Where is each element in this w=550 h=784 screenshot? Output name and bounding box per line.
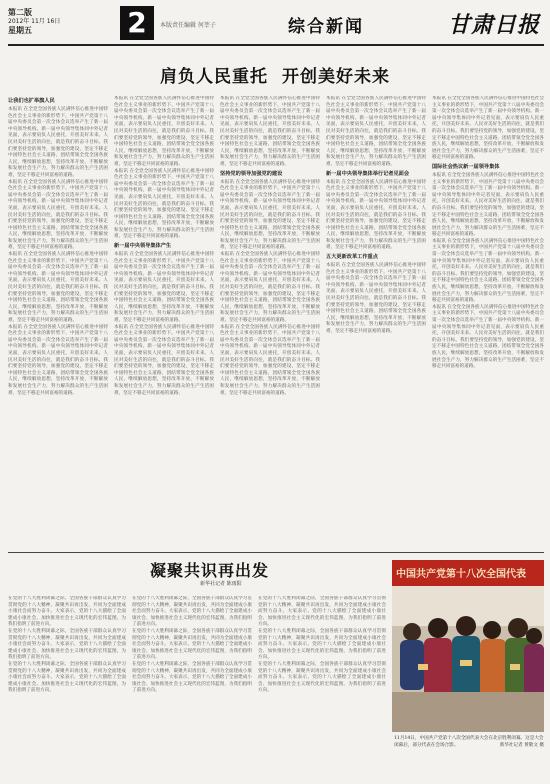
column-text: 本报讯 在全党全国各族人民满怀信心推进中国特色社会主义事业的新形势下，中国共产党第十八届中央委员会第一次全体会议选举产生了新一届中央领导机构。新一届中央领导集体同中外记者见面，表示要肩负人民重托，开创美好未来。人民对美好生活的向往，就是我们的奋斗目标。我们要坚持党的领导，加强党的建设，坚定不移走中国特色社会主义道路，团结带领全党全国各族人民，继续解放思想，坚持改革开放，不断解放和发展社会生产力，努力解决群众的生产生活困难，坚定不移走共同富裕的道路。 <box>220 252 320 323</box>
main-headline <box>0 62 550 87</box>
column-text: 在党的十八大胜利闭幕之际，全国各族干部群众认真学习贯彻党的十八大精神，凝聚共识再出发，共同为全面建成小康社会而努力奋斗。大家表示，党的十八大描绘了全面建成小康社会、加快推进社会主义现代化的宏伟蓝图，为我们指明了前进方向。 <box>132 628 252 661</box>
headline-part-a: 肩负人民重托 <box>160 67 268 87</box>
column-subhead: 新一届中央领导集体举行记者见面会 <box>326 170 410 177</box>
column-text: 本报讯 在全党全国各族人民满怀信心推进中国特色社会主义事业的新形势下，中国共产党第十八届中央委员会第一次全体会议选举产生了新一届中央领导机构。新一届中央领导集体同中外记者见面，表示要肩负人民重托，开创美好未来。人民对美好生活的向往，就是我们的奋斗目标。我们要坚持党的领导，加强党的建设，坚定不移走中国特色社会主义道路，团结带领全党全国各族人民，继续解放思想，坚持改革开放，不断解放和发展社会生产力，努力解决群众的生产生活困难，坚定不移走共同富裕的道路。 <box>114 96 214 167</box>
column-text: 在党的十八大胜利闭幕之际，全国各族干部群众认真学习贯彻党的十八大精神，凝聚共识再出发，共同为全面建成小康社会而努力奋斗。大家表示，党的十八大描绘了全面建成小康社会、加快推进社会主义现代化的宏伟蓝图，为我们指明了前进方向。 <box>258 596 386 628</box>
story2-column-1 <box>8 596 126 780</box>
header-divider <box>8 44 544 46</box>
section-title: 综合新闻 <box>288 17 364 37</box>
masthead-logo: 甘肃日报 <box>448 12 541 38</box>
column-text: 本报讯 在全党全国各族人民满怀信心推进中国特色社会主义事业的新形势下，中国共产党第十八届中央委员会第一次全体会议选举产生了新一届中央领导机构。新一届中央领导集体同中外记者见面，表示要肩负人民重托，开创美好未来。人民对美好生活的向往，就是我们的奋斗目标。我们要坚持党的领导，加强党的建设，坚定不移走中国特色社会主义道路，团结带领全党全国各族人民，继续解放思想，坚持改革开放，不断解放和发展社会生产力，努力解决群众的生产生活困难，坚定不移走共同富裕的道路。 <box>326 96 426 167</box>
page-header <box>8 6 544 42</box>
photo-caption <box>394 736 544 749</box>
story1-column-3 <box>220 96 320 548</box>
column-text: 本报讯 在全党全国各族人民满怀信心推进中国特色社会主义事业的新形势下，中国共产党第十八届中央委员会第一次全体会议选举产生了新一届中央领导机构。新一届中央领导集体同中外记者见面，表示要肩负人民重托，开创美好未来。人民对美好生活的向往，就是我们的奋斗目标。我们要坚持党的领导，加强党的建设，坚定不移走中国特色社会主义道路，团结带领全党全国各族人民，继续解放思想，坚持改革开放，不断解放和发展社会生产力，努力解决群众的生产生活困难，坚定不移走共同富裕的道路。 <box>220 179 320 251</box>
column-text: 在党的十八大胜利闭幕之际，全国各族干部群众认真学习贯彻党的十八大精神，凝聚共识再出发，共同为全面建成小康社会而努力奋斗。大家表示，党的十八大描绘了全面建成小康社会、加快推进社会主义现代化的宏伟蓝图，为我们指明了前进方向。 <box>132 661 252 694</box>
page-number: 2 <box>120 6 154 40</box>
issue-date: 2012年 11月 16日 <box>8 18 61 25</box>
column-text: 本报讯 在全党全国各族人民满怀信心推进中国特色社会主义事业的新形势下，中国共产党第十八届中央委员会第一次全体会议选举产生了新一届中央领导机构。新一届中央领导集体同中外记者见面，表示要肩负人民重托，开创美好未来。人民对美好生活的向往，就是我们的奋斗目标。我们要坚持党的领导，加强党的建设，坚定不移走中国特色社会主义道路，团结带领全党全国各族人民，继续解放思想，坚持改革开放，不断解放和发展社会生产力，努力解决群众的生产生活困难，坚定不移走共同富裕的道路。 <box>114 168 214 240</box>
story1-column-4 <box>326 96 426 548</box>
story2-byline: 新华社记者 陈雨阳 <box>200 581 242 587</box>
edition-label: 第二版 <box>8 8 32 17</box>
headline-part-b: 开创美好未来 <box>282 67 390 87</box>
column-text: 本报讯 在全党全国各族人民满怀信心推进中国特色社会主义事业的新形势下，中国共产党第十八届中央委员会第一次全体会议选举产生了新一届中央领导机构。新一届中央领导集体同中外记者见面，表示要肩负人民重托，开创美好未来。人民对美好生活的向往，就是我们的奋斗目标。我们要坚持党的领导，加强党的建设，坚定不移走中国特色社会主义道路，团结带领全党全国各族人民，继续解放思想，坚持改革开放，不断解放和发展社会生产力，努力解决群众的生产生活困难，坚定不移走共同富裕的道路。 <box>326 179 426 251</box>
column-text: 在党的十八大胜利闭幕之际，全国各族干部群众认真学习贯彻党的十八大精神，凝聚共识再出发，共同为全面建成小康社会而努力奋斗。大家表示，党的十八大描绘了全面建成小康社会、加快推进社会主义现代化的宏伟蓝图，为我们指明了前进方向。 <box>132 596 252 628</box>
column-subhead: 国际社会热议新一届领导集体 <box>432 163 500 170</box>
story2-column-2 <box>132 596 252 780</box>
delegates-photo-illustration <box>392 560 544 732</box>
column-text: 在党的十八大胜利闭幕之际，全国各族干部群众认真学习贯彻党的十八大精神，凝聚共识再出发，共同为全面建成小康社会而努力奋斗。大家表示，党的十八大描绘了全面建成小康社会、加快推进社会主义现代化的宏伟蓝图，为我们指明了前进方向。 <box>8 628 126 661</box>
column-text: 本报讯 在全党全国各族人民满怀信心推进中国特色社会主义事业的新形势下，中国共产党第十八届中央委员会第一次全体会议选举产生了新一届中央领导机构。新一届中央领导集体同中外记者见面，表示要肩负人民重托，开创美好未来。人民对美好生活的向往，就是我们的奋斗目标。我们要坚持党的领导，加强党的建设，坚定不移走中国特色社会主义道路，团结带领全党全国各族人民，继续解放思想，坚持改革开放，不断解放和发展社会生产力，努力解决群众的生产生活困难，坚定不移走共同富裕的道路。 <box>220 96 320 167</box>
column-text: 在党的十八大胜利闭幕之际，全国各族干部群众认真学习贯彻党的十八大精神，凝聚共识再出发，共同为全面建成小康社会而努力奋斗。大家表示，党的十八大描绘了全面建成小康社会、加快推进社会主义现代化的宏伟蓝图，为我们指明了前进方向。 <box>258 628 386 661</box>
story1-column-1 <box>8 96 108 548</box>
caption-text: 11月14日，中国共产党第十八次全国代表大会在北京胜利闭幕。这是大会闭幕后，部分代表在会场合影。 <box>394 736 544 748</box>
column-text: 本报讯 在全党全国各族人民满怀信心推进中国特色社会主义事业的新形势下，中国共产党第十八届中央委员会第一次全体会议选举产生了新一届中央领导机构。新一届中央领导集体同中外记者见面，表示要肩负人民重托，开创美好未来。人民对美好生活的向往，就是我们的奋斗目标。我们要坚持党的领导，加强党的建设，坚定不移走中国特色社会主义道路，团结带领全党全国各族人民，继续解放思想，坚持改革开放，不断解放和发展社会生产力，努力解决群众的生产生活困难，坚定不移走共同富裕的道路。 <box>326 263 426 334</box>
column-subhead: 新一届中央领导集体产生 <box>114 243 172 250</box>
column-subhead: 让我们也扩举旗人民 <box>8 98 55 104</box>
issue-weekday: 星期五 <box>8 26 32 35</box>
story2-headline: 凝聚共识再出发 <box>150 561 270 580</box>
column-text: 本报讯 在全党全国各族人民满怀信心推进中国特色社会主义事业的新形势下，中国共产党第十八届中央委员会第一次全体会议选举产生了新一届中央领导机构。新一届中央领导集体同中外记者见面，表示要肩负人民重托，开创美好未来。人民对美好生活的向往，就是我们的奋斗目标。我们要坚持党的领导，加强党的建设，坚定不移走中国特色社会主义道路，团结带领全党全国各族人民，继续解放思想，坚持改革开放，不断解放和发展社会生产力，努力解决群众的生产生活困难，坚定不移走共同富裕的道路。 <box>432 304 544 370</box>
column-text: 本报讯 在全党全国各族人民满怀信心推进中国特色社会主义事业的新形势下，中国共产党第十八届中央委员会第一次全体会议选举产生了新一届中央领导机构。新一届中央领导集体同中外记者见面，表示要肩负人民重托，开创美好未来。人民对美好生活的向往，就是我们的奋斗目标。我们要坚持党的领导，加强党的建设，坚定不移走中国特色社会主义道路，团结带领全党全国各族人民，继续解放思想，坚持改革开放，不断解放和发展社会生产力，努力解决群众的生产生活困难，坚定不移走共同富裕的道路。 <box>114 252 214 323</box>
column-subhead: 五大更新改革工作重点 <box>326 254 378 261</box>
column-text: 在党的十八大胜利闭幕之际，全国各族干部群众认真学习贯彻党的十八大精神，凝聚共识再出发，共同为全面建成小康社会而努力奋斗。大家表示，党的十八大描绘了全面建成小康社会、加快推进社会主义现代化的宏伟蓝图，为我们指明了前进方向。 <box>258 661 386 694</box>
column-text: 本报讯 在全党全国各族人民满怀信心推进中国特色社会主义事业的新形势下，中国共产党第十八届中央委员会第一次全体会议选举产生了新一届中央领导机构。新一届中央领导集体同中外记者见面，表示要肩负人民重托，开创美好未来。人民对美好生活的向往，就是我们的奋斗目标。我们要坚持党的领导，加强党的建设，坚定不移走中国特色社会主义道路，团结带领全党全国各族人民，继续解放思想，坚持改革开放，不断解放和发展社会生产力，努力解决群众的生产生活困难，坚定不移走共同富裕的道路。 <box>432 172 544 238</box>
news-photo <box>392 560 544 732</box>
column-text: 本报讯 在全党全国各族人民满怀信心推进中国特色社会主义事业的新形势下，中国共产党第十八届中央委员会第一次全体会议选举产生了新一届中央领导机构。新一届中央领导集体同中外记者见面，表示要肩负人民重托，开创美好未来。人民对美好生活的向往，就是我们的奋斗目标。我们要坚持党的领导，加强党的建设，坚定不移走中国特色社会主义道路，团结带领全党全国各族人民，继续解放思想，坚持改革开放，不断解放和发展社会生产力，努力解决群众的生产生活困难，坚定不移走共同富裕的道路。 <box>220 324 320 396</box>
issue-meta <box>8 8 108 35</box>
column-text: 本报讯 在全党全国各族人民满怀信心推进中国特色社会主义事业的新形势下，中国共产党第十八届中央委员会第一次全体会议选举产生了新一届中央领导机构。新一届中央领导集体同中外记者见面，表示要肩负人民重托，开创美好未来。人民对美好生活的向往，就是我们的奋斗目标。我们要坚持党的领导，加强党的建设，坚定不移走中国特色社会主义道路，团结带领全党全国各族人民，继续解放思想，坚持改革开放，不断解放和发展社会生产力，努力解决群众的生产生活困难，坚定不移走共同富裕的道路。 <box>8 179 108 251</box>
story2-column-3 <box>258 596 386 780</box>
column-text: 本报讯 在全党全国各族人民满怀信心推进中国特色社会主义事业的新形势下，中国共产党第十八届中央委员会第一次全体会议选举产生了新一届中央领导机构。新一届中央领导集体同中外记者见面，表示要肩负人民重托，开创美好未来。人民对美好生活的向往，就是我们的奋斗目标。我们要坚持党的领导，加强党的建设，坚定不移走中国特色社会主义道路，团结带领全党全国各族人民，继续解放思想，坚持改革开放，不断解放和发展社会生产力，努力解决群众的生产生活困难，坚定不移走共同富裕的道路。 <box>432 96 544 161</box>
column-text: 本报讯 在全党全国各族人民满怀信心推进中国特色社会主义事业的新形势下，中国共产党第十八届中央委员会第一次全体会议选举产生了新一届中央领导机构。新一届中央领导集体同中外记者见面，表示要肩负人民重托，开创美好未来。人民对美好生活的向往，就是我们的奋斗目标。我们要坚持党的领导，加强党的建设，坚定不移走中国特色社会主义道路，团结带领全党全国各族人民，继续解放思想，坚持改革开放，不断解放和发展社会生产力，努力解决群众的生产生活困难，坚定不移走共同富裕的道路。 <box>8 324 108 396</box>
column-text: 本报讯 在全党全国各族人民满怀信心推进中国特色社会主义事业的新形势下，中国共产党第十八届中央委员会第一次全体会议选举产生了新一届中央领导机构。新一届中央领导集体同中外记者见面，表示要肩负人民重托，开创美好未来。人民对美好生活的向往，就是我们的奋斗目标。我们要坚持党的领导，加强党的建设，坚定不移走中国特色社会主义道路，团结带领全党全国各族人民，继续解放思想，坚持改革开放，不断解放和发展社会生产力，努力解决群众的生产生活困难，坚定不移走共同富裕的道路。 <box>432 238 544 304</box>
column-text: 在党的十八大胜利闭幕之际，全国各族干部群众认真学习贯彻党的十八大精神，凝聚共识再出发，共同为全面建成小康社会而努力奋斗。大家表示，党的十八大描绘了全面建成小康社会、加快推进社会主义现代化的宏伟蓝图，为我们指明了前进方向。 <box>8 661 126 694</box>
story1-column-5 <box>432 96 544 548</box>
column-text: 在党的十八大胜利闭幕之际，全国各族干部群众认真学习贯彻党的十八大精神，凝聚共识再出发，共同为全面建成小康社会而努力奋斗。大家表示，党的十八大描绘了全面建成小康社会、加快推进社会主义现代化的宏伟蓝图，为我们指明了前进方向。 <box>8 596 126 628</box>
column-text: 本报讯 在全党全国各族人民满怀信心推进中国特色社会主义事业的新形势下，中国共产党第十八届中央委员会第一次全体会议选举产生了新一届中央领导机构。新一届中央领导集体同中外记者见面，表示要肩负人民重托，开创美好未来。人民对美好生活的向往，就是我们的奋斗目标。我们要坚持党的领导，加强党的建设，坚定不移走中国特色社会主义道路，团结带领全党全国各族人民，继续解放思想，坚持改革开放，不断解放和发展社会生产力，努力解决群众的生产生活困难，坚定不移走共同富裕的道路。 <box>8 252 108 323</box>
photo-credit: 新华社记者 黄敬文 摄 <box>499 742 544 748</box>
column-subhead: 坚持党的领导加强党的建设 <box>220 170 283 177</box>
column-text: 本报讯 在全党全国各族人民满怀信心推进中国特色社会主义事业的新形势下，中国共产党第十八届中央委员会第一次全体会议选举产生了新一届中央领导机构。新一届中央领导集体同中外记者见面，表示要肩负人民重托，开创美好未来。人民对美好生活的向往，就是我们的奋斗目标。我们要坚持党的领导，加强党的建设，坚定不移走中国特色社会主义道路，团结带领全党全国各族人民，继续解放思想，坚持改革开放，不断解放和发展社会生产力，努力解决群众的生产生活困难，坚定不移走共同富裕的道路。 <box>114 324 214 396</box>
editor-credit: 本版责任编辑 何莘子 <box>160 22 216 29</box>
delegate-figures <box>392 616 544 732</box>
story1-column-2 <box>114 96 214 548</box>
banner-text: 中国共产党第十八次全国代表 <box>396 569 526 580</box>
column-text: 本报讯 在全党全国各族人民满怀信心推进中国特色社会主义事业的新形势下，中国共产党第十八届中央委员会第一次全体会议选举产生了新一届中央领导机构。新一届中央领导集体同中外记者见面，表示要肩负人民重托，开创美好未来。人民对美好生活的向往，就是我们的奋斗目标。我们要坚持党的领导，加强党的建设，坚定不移走中国特色社会主义道路，团结带领全党全国各族人民，继续解放思想，坚持改革开放，不断解放和发展社会生产力，努力解决群众的生产生活困难，坚定不移走共同富裕的道路。 <box>8 107 108 178</box>
story-divider <box>8 552 544 553</box>
